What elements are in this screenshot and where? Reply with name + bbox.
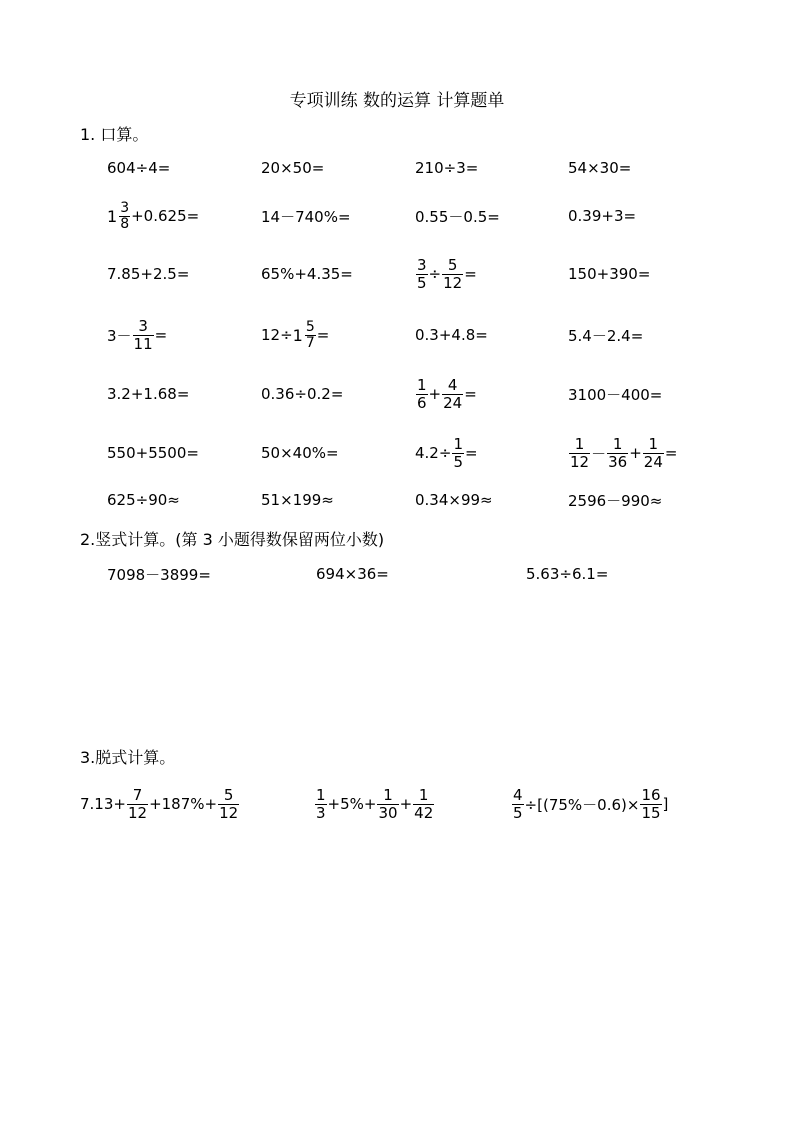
- page-title: 专项训练 数的运算 计算题单: [289, 91, 505, 111]
- fraction: $\frac{5}{7}$: [305, 318, 315, 351]
- exercise-7-2: 51×199≈: [261, 491, 334, 509]
- exercise-3-1: 7.85+2.5=: [107, 265, 190, 283]
- fraction: $\frac{1}{6}$: [417, 375, 427, 412]
- exercise-5-2: 0.36÷0.2=: [261, 385, 344, 403]
- vertical-exercise-3: 5.63÷6.1=: [526, 565, 609, 583]
- fraction: $\frac{1}{24}$: [643, 434, 663, 471]
- stepwise-exercise-1: 7.13+ $\frac{7}{12}$ +187%+ $\frac{5}{12}$: [80, 785, 239, 822]
- fraction: $\frac{5}{12}$: [219, 785, 239, 822]
- exercise-4-2: 12÷ 1 $\frac{5}{7}$ =: [261, 318, 330, 351]
- fraction: $\frac{1}{30}$: [378, 785, 398, 822]
- exercise-5-1: 3.2+1.68=: [107, 385, 190, 403]
- exercise-3-3: $\frac{3}{5}$ ÷ $\frac{5}{12}$ =: [417, 255, 477, 292]
- fraction: $\frac{1}{3}$: [316, 785, 326, 822]
- exercise-6-1: 550+5500=: [107, 444, 199, 462]
- exercise-7-3: 0.34×99≈: [415, 491, 493, 509]
- exercise-4-3: 0.3+4.8=: [415, 326, 488, 344]
- section-2-heading: 2.竖式计算。(第 3 小题得数保留两位小数): [80, 530, 385, 549]
- exercise-1-2: 20×50=: [261, 159, 325, 177]
- fraction: $\frac{5}{12}$: [443, 255, 463, 292]
- exercise-2-1: 1 $\frac{3}{8}$ +0.625=: [107, 199, 200, 232]
- section-1-heading: 1. 口算。: [80, 125, 149, 144]
- fraction: $\frac{1}{36}$: [608, 434, 628, 471]
- exercise-1-3: 210÷3=: [415, 159, 479, 177]
- exercise-3-2: 65%+4.35=: [261, 265, 353, 283]
- exercise-1-4: 54×30=: [568, 159, 632, 177]
- exercise-3-4: 150+390=: [568, 265, 651, 283]
- fraction: $\frac{3}{11}$: [133, 316, 153, 353]
- exercise-1-1: 604÷4=: [107, 159, 171, 177]
- stepwise-exercise-3: $\frac{4}{5}$ ÷[(75%－0.6)× $\frac{16}{15}$ ]: [513, 785, 669, 822]
- exercise-6-4: $\frac{1}{12}$ － $\frac{1}{36}$ + $\frac{1}{24}$ =: [570, 434, 678, 471]
- fraction: $\frac{3}{8}$: [120, 199, 130, 232]
- fraction: $\frac{7}{12}$: [127, 785, 148, 822]
- exercise-6-2: 50×40%=: [261, 444, 339, 462]
- vertical-exercise-1: 7098－3899=: [107, 565, 211, 584]
- fraction: $\frac{16}{15}$: [641, 785, 661, 822]
- exercise-2-4: 0.39+3=: [568, 207, 637, 225]
- fraction: $\frac{4}{5}$: [513, 785, 523, 822]
- exercise-4-1: 3－ $\frac{3}{11}$ =: [107, 316, 168, 353]
- section-3-heading: 3.脱式计算。: [80, 748, 176, 767]
- stepwise-exercise-2: $\frac{1}{3}$ +5%+ $\frac{1}{30}$ + $\frac{1}{42}$: [316, 785, 434, 822]
- exercise-4-4: 5.4－2.4=: [568, 326, 644, 345]
- fraction: $\frac{3}{5}$: [417, 255, 427, 292]
- fraction: $\frac{4}{24}$: [443, 375, 463, 412]
- exercise-6-3: 4.2÷ $\frac{1}{5}$ =: [415, 434, 478, 471]
- exercise-2-3: 0.55－0.5=: [415, 207, 500, 226]
- mixed-number: 1 $\frac{3}{8}$: [107, 199, 130, 232]
- fraction: $\frac{1}{12}$: [570, 434, 590, 471]
- exercise-7-1: 625÷90≈: [107, 491, 180, 509]
- fraction: $\frac{1}{5}$: [453, 434, 463, 471]
- exercise-2-2: 14－740%=: [261, 207, 351, 226]
- fraction: $\frac{1}{42}$: [414, 785, 434, 822]
- exercise-5-4: 3100－400=: [568, 385, 663, 404]
- mixed-number: 1 $\frac{5}{7}$: [292, 318, 315, 351]
- vertical-exercise-2: 694×36=: [316, 565, 389, 583]
- exercise-7-4: 2596－990≈: [568, 491, 663, 510]
- exercise-5-3: $\frac{1}{6}$ + $\frac{4}{24}$ =: [417, 375, 477, 412]
